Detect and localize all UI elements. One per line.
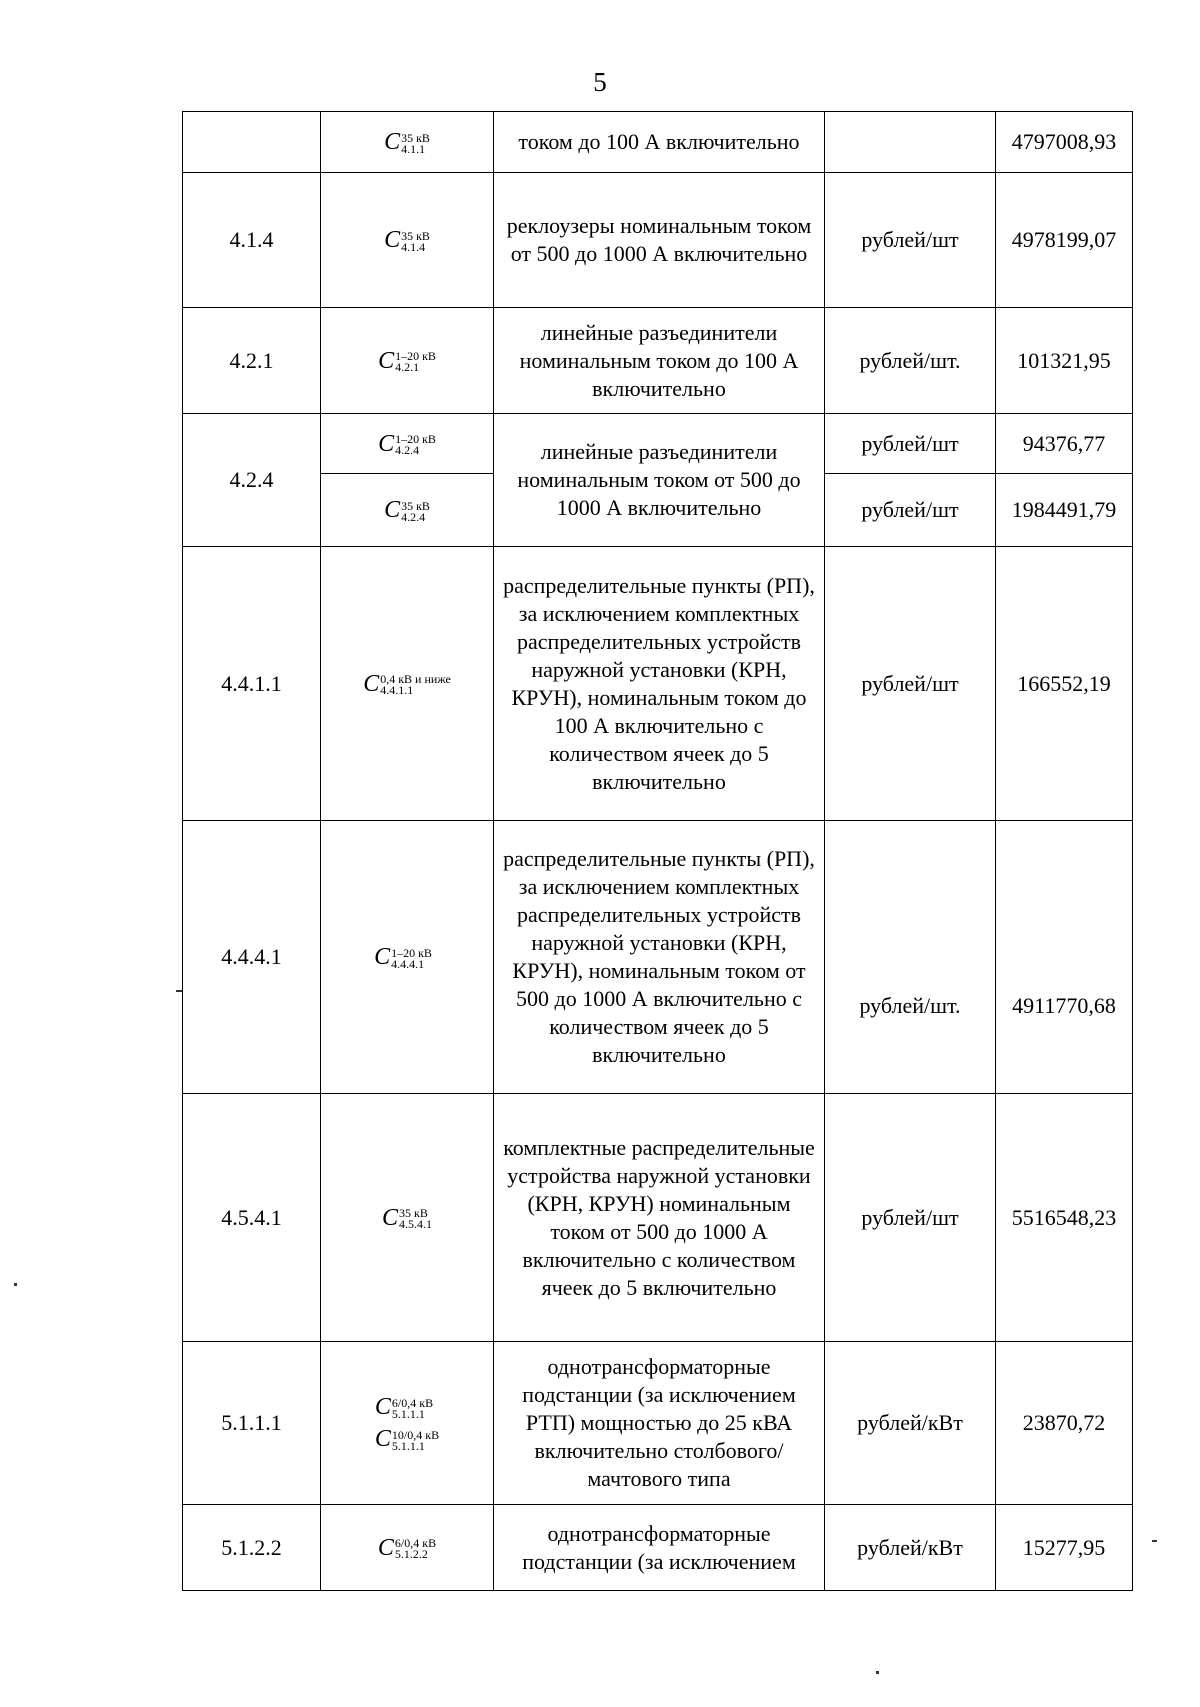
table-row (183, 112, 1133, 173)
row-number: 4.5.4.1 (183, 1094, 321, 1342)
rate-code (321, 547, 494, 821)
row-value: 1984491,79 (996, 474, 1133, 547)
code-superscript: 35 кВ (401, 498, 430, 513)
row-unit: рублей/кВт (825, 1505, 996, 1591)
table-row (183, 821, 1133, 1094)
code-letter: C (378, 430, 395, 457)
code-subscript: 4.5.4.1 (399, 1217, 432, 1232)
scan-mark (176, 990, 182, 992)
row-description: распределительные пункты (РП), за исключением комплектных распределительных устройств наружной установки (КРН, КРУН), номинальным током до 100 А включительно с количеством ячеек до 5 включительно (494, 547, 825, 821)
row-number: 4.2.4 (183, 414, 321, 547)
row-description: однотрансформаторные подстанции (за исключением (494, 1505, 825, 1591)
rates-table (182, 111, 1133, 1591)
rate-code (321, 414, 494, 474)
code-letter: C (374, 1426, 391, 1452)
rate-code (321, 1505, 494, 1591)
rate-code (321, 112, 494, 173)
code-subscript: 4.1.4 (401, 239, 426, 254)
code-subscript: 4.2.4 (401, 509, 426, 524)
row-description: линейные разъединители номинальным током до 100 А включительно (494, 308, 825, 414)
row-value: 23870,72 (996, 1342, 1133, 1505)
row-unit: рублей/шт (825, 414, 996, 474)
page-number: 5 (593, 67, 607, 97)
row-number: 4.4.1.1 (183, 547, 321, 821)
code-superscript: 1–20 кВ (391, 945, 432, 960)
code-superscript: 10/0,4 кВ (391, 1427, 440, 1442)
row-value: 94376,77 (996, 414, 1133, 474)
table-row (183, 308, 1133, 414)
code-letter: C (363, 670, 380, 697)
row-description: однотрансформаторные подстанции (за исключением РТП) мощностью до 25 кВА включительно столбового/мачтового типа (494, 1342, 825, 1505)
code-letter: C (384, 129, 401, 155)
code-superscript: 6/0,4 кВ (394, 1536, 437, 1551)
code-letter: C (384, 227, 401, 253)
row-unit: рублей/шт. (825, 821, 996, 1094)
rate-code (321, 1094, 494, 1342)
row-value: 4911770,68 (996, 821, 1133, 1094)
code-subscript: 4.4.4.1 (391, 956, 425, 971)
row-description: распределительные пункты (РП), за исключением комплектных распределительных устройств наружной установки (КРН, КРУН), номинальным током от 500 до 1000 А включительно с количеством ячеек до 5 включительно (494, 821, 825, 1094)
code-subscript: 4.1.1 (401, 141, 426, 156)
code-superscript: 35 кВ (401, 228, 430, 243)
code-superscript: 35 кВ (401, 130, 430, 145)
rate-code (321, 1342, 494, 1505)
scan-mark (1152, 1540, 1157, 1542)
code-letter: C (377, 1534, 394, 1561)
rate-code (321, 474, 494, 547)
table-row (183, 1094, 1133, 1342)
row-number: 4.4.4.1 (183, 821, 321, 1094)
row-unit: рублей/шт. (825, 308, 996, 414)
code-subscript: 5.1.2.2 (394, 1547, 428, 1562)
row-description: током до 100 А включительно (494, 112, 825, 173)
row-description: комплектные распределительные устройства наружной установки (КРН, КРУН) номинальным током от 500 до 1000 А включительно с количеством ячеек до 5 включительно (494, 1094, 825, 1342)
scan-mark (876, 1671, 879, 1674)
row-value: 15277,95 (996, 1505, 1133, 1591)
code-superscript: 6/0,4 кВ (391, 1395, 434, 1410)
code-letter: C (374, 1394, 391, 1420)
row-value: 166552,19 (996, 547, 1133, 821)
table-row (183, 414, 1133, 474)
code-subscript: 4.4.1.1 (380, 683, 414, 698)
row-unit (825, 112, 996, 173)
code-superscript: 1–20 кВ (395, 349, 436, 364)
code-letter: C (378, 347, 395, 374)
code-superscript: 1–20 кВ (395, 432, 436, 447)
code-letter: C (381, 1204, 398, 1231)
code-superscript: 35 кВ (399, 1206, 428, 1221)
row-value: 4797008,93 (996, 112, 1133, 173)
code-subscript: 4.2.1 (395, 360, 420, 375)
table-row (183, 1342, 1133, 1505)
row-number: 5.1.1.1 (183, 1342, 321, 1505)
rate-code (321, 308, 494, 414)
row-number: 5.1.2.2 (183, 1505, 321, 1591)
row-description: линейные разъединители номинальным током от 500 до 1000 А включительно (494, 414, 825, 547)
row-unit: рублей/шт (825, 1094, 996, 1342)
row-unit: рублей/кВт (825, 1342, 996, 1505)
row-number: 4.1.4 (183, 173, 321, 308)
table-row (183, 173, 1133, 308)
code-subscript: 5.1.1.1 (391, 1406, 425, 1421)
code-subscript: 5.1.1.1 (391, 1438, 425, 1453)
table-row (183, 547, 1133, 821)
row-unit: рублей/шт (825, 173, 996, 308)
row-unit: рублей/шт (825, 474, 996, 547)
code-letter: C (374, 944, 391, 970)
row-description: реклоузеры номинальным током от 500 до 1000 А включительно (494, 173, 825, 308)
row-value: 5516548,23 (996, 1094, 1133, 1342)
rate-code (321, 821, 494, 1094)
rate-code (321, 173, 494, 308)
row-value: 101321,95 (996, 308, 1133, 414)
table-row (183, 1505, 1133, 1591)
row-number (183, 112, 321, 173)
code-superscript: 0,4 кВ и ниже (380, 672, 451, 687)
code-subscript: 4.2.4 (395, 443, 420, 458)
row-unit: рублей/шт (825, 547, 996, 821)
row-value: 4978199,07 (996, 173, 1133, 308)
row-number: 4.2.1 (183, 308, 321, 414)
code-letter: C (384, 497, 401, 523)
scan-mark (14, 1283, 17, 1286)
